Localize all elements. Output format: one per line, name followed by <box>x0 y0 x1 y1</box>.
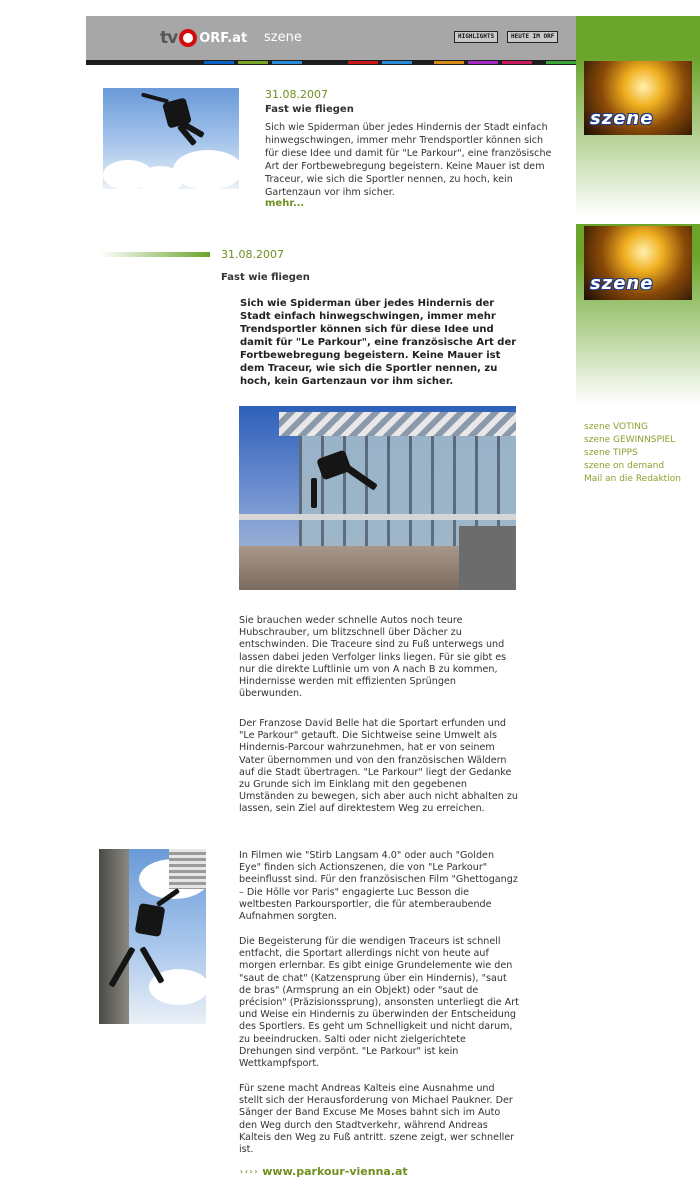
szene-banner[interactable] <box>584 61 692 135</box>
article-paragraph: Der Franzose David Belle hat die Sportart erfunden und "Le Parkour" getauft. Die Sichtweise seine Umwelt als Hindernis-Parcour wahrzunehmen, hat er von seinem Vater übernommen und von den französischen Wäldern auf die Stadt übertragen. "Le Parkour" liegt der Gedanke zu Grunde sich im Einklang mit den gegebenen Umständen zu bewegen, sich aber auch nicht abhalten zu lassen, sein Ziel auf direktestem Weg zu erreichen. <box>239 718 519 815</box>
article-rule <box>100 252 210 257</box>
teaser-text: Sich wie Spiderman über jedes Hindernis der Stadt einfach hinwegschwingen, immer mehr Trendsportler können sich für diese Idee und damit für "Le Parkour", eine französische Art der Fortbewebregung begeistern. Keine Mauer ist dem Traceur, wie sich die Sportler nennen, zu hoch, kein Gartenzaun vor ihm sicher. <box>265 122 552 198</box>
color-bar-segment <box>204 61 234 64</box>
sidebar-link-gewinnspiel[interactable]: szene GEWINNSPIEL <box>584 435 676 445</box>
article-photo-building <box>239 406 516 590</box>
article-lead: Sich wie Spiderman über jedes Hindernis der Stadt einfach hinwegschwingen, immer mehr Trendsportler können sich für diese Idee und damit für "Le Parkour", eine französische Art der Fortbewebregung begeistern. Keine Mauer ist dem Traceur, wie sich die Sportler nennen, zu hoch, kein Gartenzaun vor ihm sicher. <box>240 298 517 387</box>
heute-im-orf-button[interactable]: HEUTE IM ORF <box>507 31 558 43</box>
orf-ring-icon <box>179 29 197 47</box>
highlights-button[interactable]: HIGHLIGHTS <box>454 31 498 43</box>
color-bar-segment <box>382 61 412 64</box>
sidebar-link-on-demand[interactable]: szene on demand <box>584 461 665 471</box>
banner-word: szene <box>590 273 654 294</box>
article-title: Fast wie fliegen <box>221 272 310 283</box>
teaser-title[interactable]: Fast wie fliegen <box>265 104 354 115</box>
article-paragraph: Für szene macht Andreas Kalteis eine Ausnahme und stellt sich der Herausforderung von Michael Paukner. Der Sänger der Band Excuse Me Moses bahnt sich im Auto den Weg durch den Stadtverkehr, während Andreas Kalteis den Weg zu Fuß antritt. szene zeigt, wer schneller ist. <box>239 1083 515 1156</box>
article-paragraph: Die Begeisterung für die wendigen Traceurs ist schnell entfacht, die Sportart allerdings nicht von heute auf morgen erlernbar. Es gibt einige Grundelemente wie den "saut de chat" (Katzensprung über ein Hindernis), "saut de bras" (Armsprung an ein Objekt) oder "saut de précision" (Präzisionssprung), ansonsten unterliegt die Art und Weise ein Hindernis zu überwinden der Entscheidung des Sportlers. Es geht um Schnelligkeit und nicht darum, zu beeindrucken. Salti oder nicht zielgerichtete Drehungen sind verpönt. "Le Parkour" ist kein Wettkampfsport. <box>239 936 519 1070</box>
site-header <box>86 16 576 60</box>
color-bar-segment <box>502 61 532 64</box>
color-bar-segment <box>272 61 302 64</box>
photo-cloud <box>138 166 183 189</box>
photo-building <box>169 849 206 889</box>
color-bar-segment <box>546 61 576 64</box>
external-link[interactable] <box>239 1165 408 1178</box>
article-paragraph: Sie brauchen weder schnelle Autos noch teure Hubschrauber, um blitzschnell über Dächer zu entschwinden. Die Traceure sind zu Fuß unterwegs und lassen dabei jeden Verfolger links liegen. Für sie gibt es nur die direkte Luftlinie um von A nach B zu kommen, Hindernisse werden mit effizienten Sprüngen überwunden. <box>239 615 507 700</box>
photo-jumper-arm <box>141 92 169 103</box>
photo-railing <box>239 514 516 520</box>
sidebar-link-tipps[interactable]: szene TIPPS <box>584 448 638 458</box>
teaser-photo[interactable] <box>103 88 239 189</box>
sidebar-link-mail[interactable]: Mail an die Redaktion <box>584 474 681 484</box>
orf-logo[interactable] <box>160 28 247 48</box>
photo-building-roof <box>279 412 516 436</box>
external-link-text[interactable]: www.parkour-vienna.at <box>262 1165 408 1178</box>
color-bar-segment <box>238 61 268 64</box>
photo-jumper <box>135 903 166 937</box>
sidebar-link-voting[interactable]: szene VOTING <box>584 422 648 432</box>
photo-wall <box>99 849 129 1024</box>
more-link[interactable]: mehr... <box>265 198 305 209</box>
arrow-icon: ›››› <box>239 1167 259 1176</box>
section-title[interactable]: szene <box>264 30 302 45</box>
color-bar-segment <box>348 61 378 64</box>
sidebar-links <box>584 421 681 486</box>
photo-wall <box>459 526 516 590</box>
logo-tv: tv <box>160 28 178 48</box>
teaser-date: 31.08.2007 <box>265 88 328 101</box>
article-date: 31.08.2007 <box>221 248 284 261</box>
szene-banner[interactable] <box>584 226 692 300</box>
article-photo-wall-jump <box>99 849 206 1024</box>
color-bar-segment <box>468 61 498 64</box>
color-bar <box>86 60 576 65</box>
color-bar-segment <box>434 61 464 64</box>
banner-word: szene <box>590 108 654 129</box>
logo-orf: ORF.at <box>199 30 248 46</box>
photo-jumper-arm <box>311 478 317 508</box>
photo-cloud <box>173 150 239 189</box>
article-paragraph: In Filmen wie "Stirb Langsam 4.0" oder auch "Golden Eye" finden sich Actionszenen, die von "Le Parkour" beeinflusst sind. Für den französischen Film "Ghettogangz – Die Hölle vor Paris" engagierte Luc Besson die weltbesten Parkoursportler, die für atemberaubende Aufnahmen sorgten. <box>239 850 518 923</box>
